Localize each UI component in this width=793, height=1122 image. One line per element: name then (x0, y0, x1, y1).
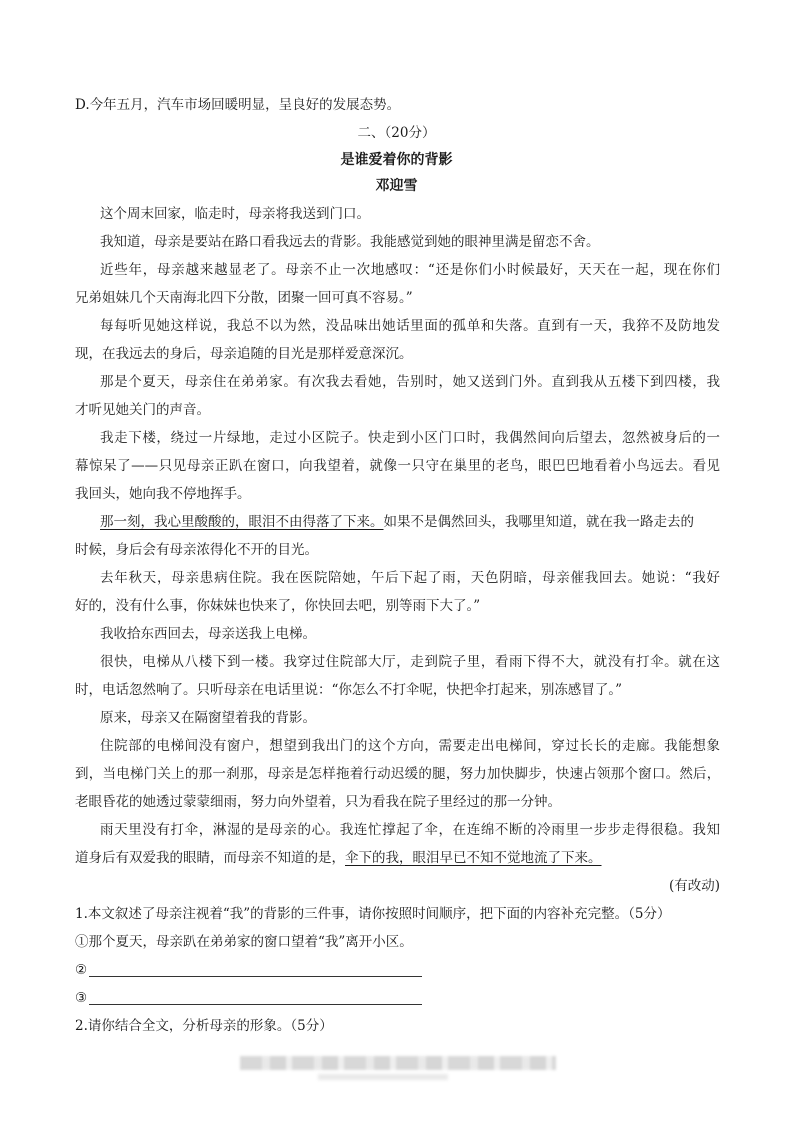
question-1-item-3-label: ③ (75, 990, 88, 1006)
paragraph-line: 老眼昏花的她透过蒙蒙细雨，努力向外望着，只为看我在院子里经过的那一分钟。 (75, 794, 561, 810)
paragraph-line-start: 道身后有双爱我的眼睛，而母亲不知道的是， (75, 850, 345, 866)
underlined-sentence-2: 伞下的我，眼泪早已不知不觉地流了下来。 (345, 850, 602, 866)
question-1-item-2-label: ② (75, 962, 88, 978)
blurred-footer-line (318, 1074, 448, 1080)
paragraph-line: 住院部的电梯间没有窗户，想望到我出门的这个方向，需要走出电梯间，穿过长长的走廊。我能想象 (100, 738, 720, 754)
underlined-sentence-1: 那一刻，我心里酸酸的，眼泪不由得落了下来。 (100, 514, 384, 530)
paragraph-line: 很快，电梯从八楼下到一楼。我穿过住院部大厅，走到院子里，看雨下得不大，就没有打伞。就在这 (100, 654, 720, 670)
paragraph-line: 幕惊呆了——只见母亲正趴在窗口，向我望着，就像一只守在巢里的老鸟，眼巴巴地看着小鸟远去。看见 (75, 458, 720, 474)
paragraph-line: 每每听见她这样说，我总不以为然，没品味出她话里面的孤单和失落。直到有一天，我猝不及防地发 (100, 318, 720, 334)
section-heading: 二、（20分） (357, 125, 436, 141)
paragraph-line: 兄弟姐妹几个天南海北四下分散，团聚一回可真不容易。” (75, 290, 413, 306)
previous-question-option-d: D.今年五月，汽车市场回暖明显，呈良好的发展态势。 (75, 97, 401, 113)
paragraph-line: 我收拾东西回去，母亲送我上电梯。 (100, 626, 316, 642)
paragraph-line: 时，电话忽然响了。只听母亲在电话里说：“你怎么不打伞呢，快把伞打起来，别冻感冒了。” (75, 682, 623, 698)
paragraph-line: 到，当电梯门关上的那一刹那，母亲是怎样拖着行动迟缓的腿，努力加快脚步，快速占领那个窗口。然后， (75, 766, 720, 782)
paragraph-line: 我知道，母亲是要站在路口看我远去的背影。我能感觉到她的眼神里满是留恋不舍。 (100, 234, 600, 250)
paragraph-line: 这个周末回家，临走时，母亲将我送到门口。 (100, 206, 370, 222)
paragraph-line-underlined (100, 513, 720, 531)
question-2: 2.请你结合全文，分析母亲的形象。（5分） (75, 1018, 333, 1034)
paragraph-line: 原来，母亲又在隔窗望着我的背影。 (100, 710, 316, 726)
blurred-footer (240, 1056, 556, 1070)
answer-blank-2[interactable] (89, 976, 422, 977)
article-author: 邓迎雪 (375, 178, 418, 194)
question-1: 1.本文叙述了母亲注视着“我”的背影的三件事，请你按照时间顺序，把下面的内容补充完整。（5分） (75, 906, 671, 922)
paragraph-line: 好的，没有什么事，你妹妹也快来了，你快回去吧，别等雨下大了。” (75, 598, 481, 614)
paragraph-line: 雨天里没有打伞，淋湿的是母亲的心。我连忙撑起了伞，在连绵不断的冷雨里一步步走得很稳。我知 (100, 822, 720, 838)
paragraph-line: 时候，身后会有母亲浓得化不开的目光。 (75, 542, 318, 558)
paragraph-line: 去年秋天，母亲患病住院。我在医院陪她，午后下起了雨，天色阴暗，母亲催我回去。她说：“我好 (100, 570, 720, 586)
article-title: 是谁爱着你的背影 (340, 152, 453, 168)
paragraph-line: 近些年，母亲越来越显老了。母亲不止一次地感叹：“还是你们小时候最好，天天在一起，现在你们 (100, 262, 720, 278)
answer-blank-3[interactable] (89, 1004, 422, 1005)
paragraph-line: 才听见她关门的声音。 (75, 402, 210, 418)
paragraph-line-rest: 如果不是偶然回头，我哪里知道，就在我一路走去的 (383, 514, 694, 530)
question-1-item-1: ①那个夏天，母亲趴在弟弟家的窗口望着“我”离开小区。 (75, 934, 413, 950)
paragraph-line: 我走下楼，绕过一片绿地，走过小区院子。快走到小区门口时，我偶然间向后望去，忽然被身后的一 (100, 430, 720, 446)
paragraph-line-underlined (75, 849, 720, 867)
paragraph-line: 我回头，她向我不停地挥手。 (75, 486, 251, 502)
paragraph-line: 那是个夏天，母亲住在弟弟家。有次我去看她，告别时，她又送到门外。直到我从五楼下到四楼，我 (100, 374, 720, 390)
revision-note: (有改动) (668, 878, 720, 894)
paragraph-line: 现，在我远去的身后，母亲追随的目光是那样爱意深沉。 (75, 346, 413, 362)
